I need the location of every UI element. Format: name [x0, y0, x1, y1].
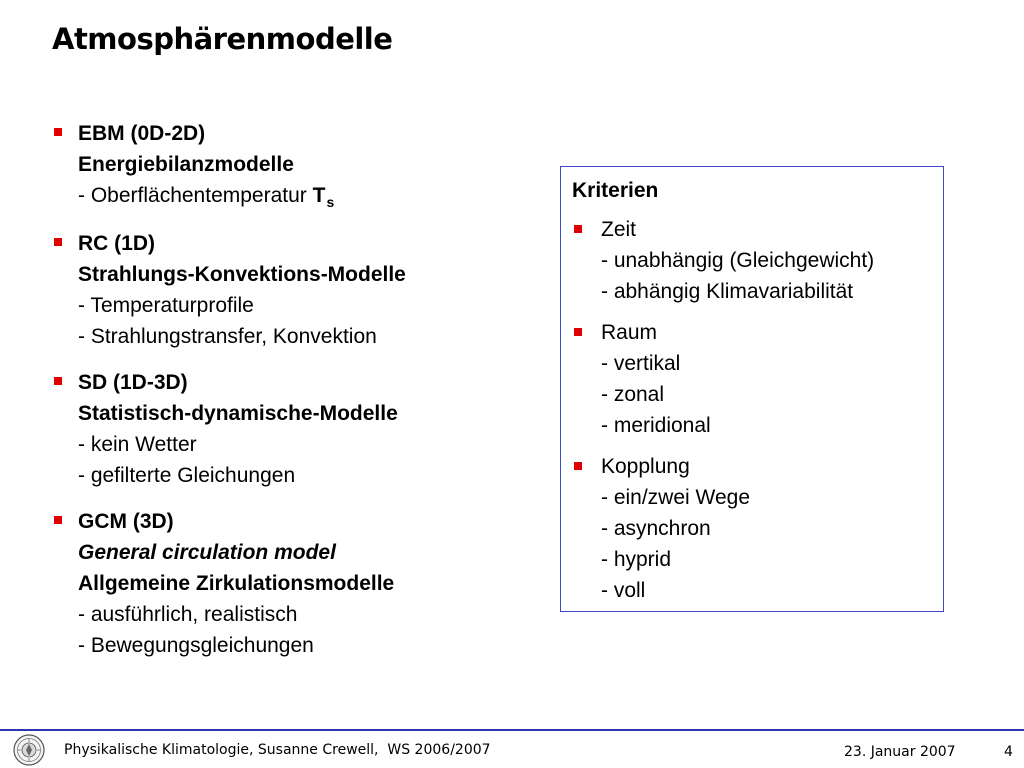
square-bullet-icon: [574, 462, 582, 470]
footer-date: 23. Januar 2007: [844, 744, 956, 760]
model-list: [52, 118, 532, 676]
criteria-item-raum: [572, 317, 943, 441]
criteria-title: Kriterien: [572, 179, 659, 202]
footer-course-info: Physikalische Klimatologie, Susanne Crewell, WS 2006/2007: [64, 742, 491, 758]
criteria-detail: - voll: [601, 579, 646, 602]
criteria-box: [560, 166, 944, 612]
square-bullet-icon: [574, 225, 582, 233]
model-detail: - Bewegungsgleichungen: [78, 634, 314, 657]
model-head: SD (1D-3D): [78, 371, 188, 394]
criteria-item-zeit: [572, 214, 943, 307]
square-bullet-icon: [54, 238, 62, 246]
criteria-detail: - asynchron: [601, 517, 711, 540]
criteria-detail: - abhängig Klimavariabilität: [601, 280, 854, 303]
model-name-english: General circulation model: [78, 541, 336, 564]
criteria-item-kopplung: [572, 451, 943, 606]
model-detail: [78, 180, 532, 213]
criteria-label: Raum: [601, 321, 658, 344]
model-name: Energiebilanzmodelle: [78, 153, 294, 176]
model-head: EBM (0D-2D): [78, 122, 206, 145]
model-detail: - Strahlungstransfer, Konvektion: [78, 325, 377, 348]
criteria-detail: - unabhängig (Gleichgewicht): [601, 249, 875, 272]
model-name: Strahlungs-Konvektions-Modelle: [78, 263, 406, 286]
square-bullet-icon: [54, 377, 62, 385]
footer-divider: [0, 729, 1024, 731]
model-name: Statistisch-dynamische-Modelle: [78, 402, 398, 425]
model-detail-text: - Oberflächentemperatur: [78, 184, 313, 207]
criteria-detail: - meridional: [601, 414, 711, 437]
list-item-rc: [52, 228, 532, 352]
model-head: GCM (3D): [78, 510, 174, 533]
symbol-subscript: s: [326, 194, 335, 210]
model-detail: - ausführlich, realistisch: [78, 603, 298, 626]
model-name: Allgemeine Zirkulationsmodelle: [78, 572, 395, 595]
university-seal-icon: [13, 734, 45, 766]
slide-title: Atmosphärenmodelle: [52, 22, 393, 56]
model-head: RC (1D): [78, 232, 155, 255]
list-item-ebm: [52, 118, 532, 213]
page-number: 4: [1004, 744, 1013, 760]
symbol-t: T: [312, 184, 326, 207]
model-detail: - gefilterte Gleichungen: [78, 464, 296, 487]
criteria-label: Kopplung: [601, 455, 690, 478]
criteria-label: Zeit: [601, 218, 637, 241]
model-detail: - Temperaturprofile: [78, 294, 254, 317]
criteria-detail: - zonal: [601, 383, 665, 406]
criteria-detail: - ein/zwei Wege: [601, 486, 751, 509]
criteria-detail: - hyprid: [601, 548, 672, 571]
criteria-detail: - vertikal: [601, 352, 681, 375]
square-bullet-icon: [574, 328, 582, 336]
square-bullet-icon: [54, 516, 62, 524]
model-detail: - kein Wetter: [78, 433, 197, 456]
list-item-sd: [52, 367, 532, 491]
list-item-gcm: [52, 506, 532, 661]
square-bullet-icon: [54, 128, 62, 136]
